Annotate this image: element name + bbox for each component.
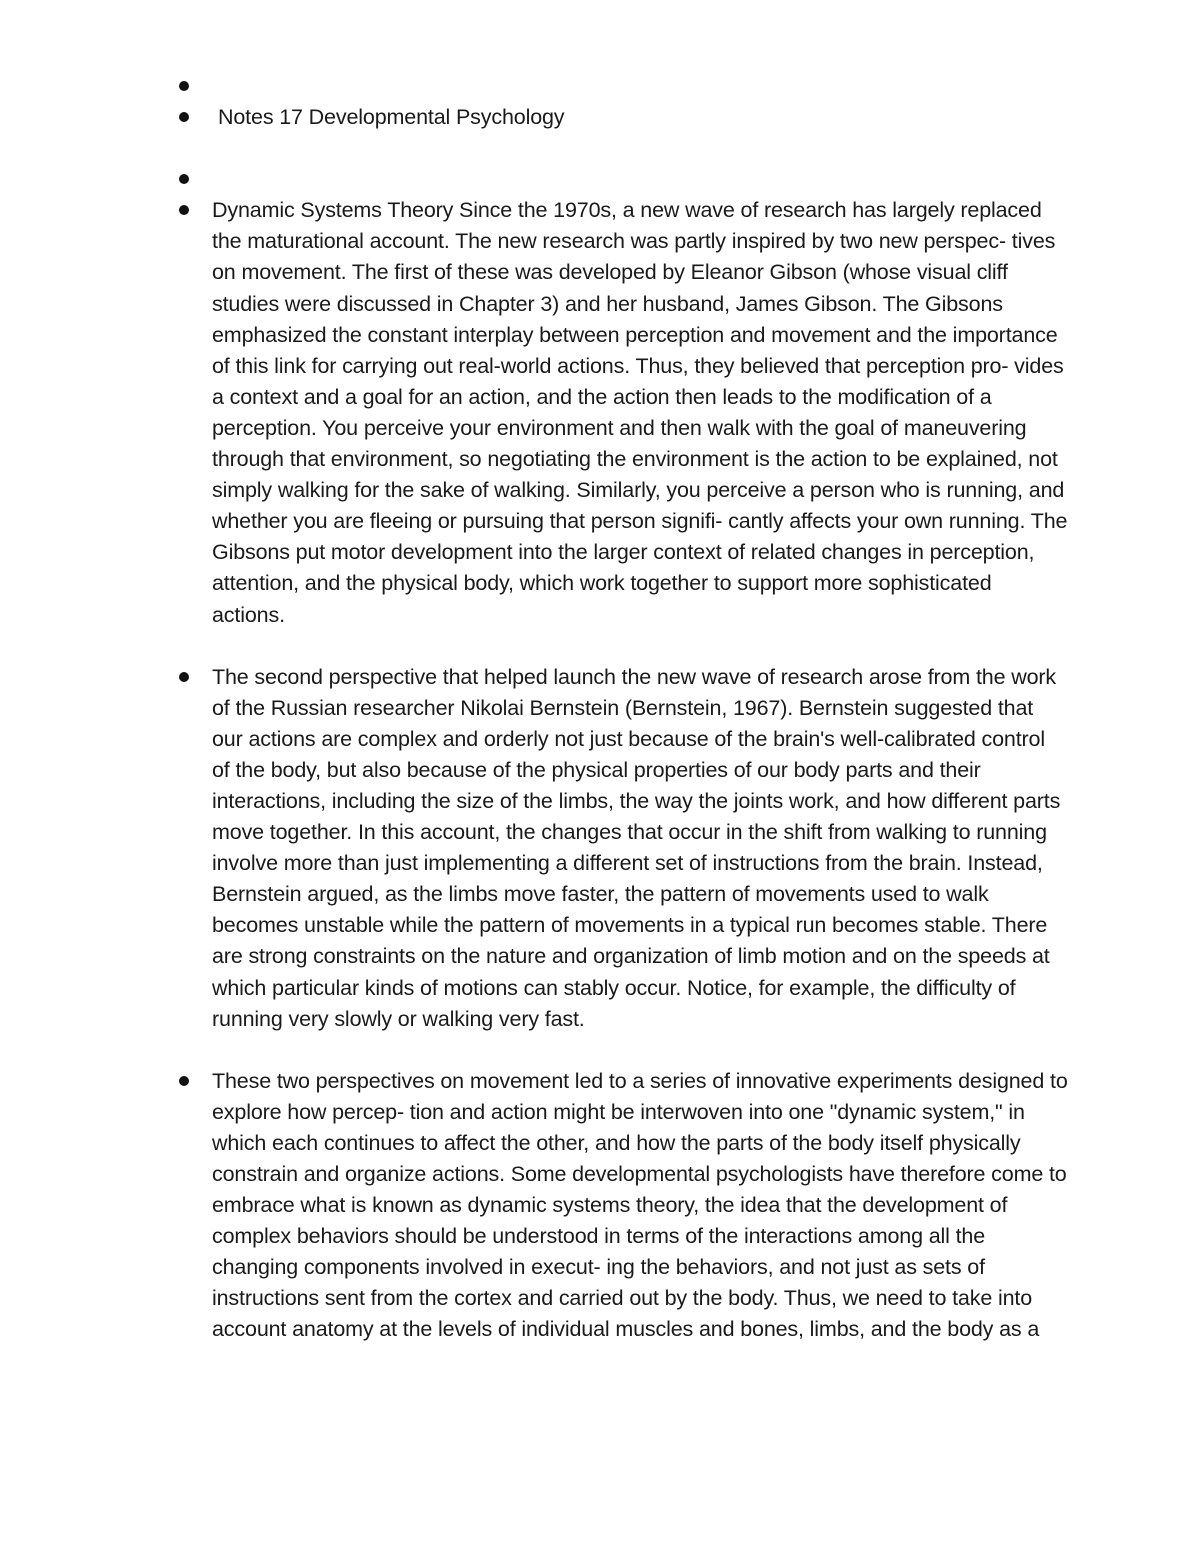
paragraph-item <box>178 1066 1068 1346</box>
bullet-icon <box>179 1076 189 1086</box>
bullet-icon <box>179 174 189 184</box>
notes-list <box>178 71 1068 1346</box>
paragraph-text: The second perspective that helped launch the new wave of research arose from the work of the Russian researcher Nikolai Bernstein (Bernstein, 1967). Bernstein suggested that our actions are complex and orderly not just because of the brain's well-calibrated control of the body, but also because of the physical properties of our body parts and their interactions, including the size of the limbs, the way the joints work, and how different parts move together. In this account, the changes that occur in the shift from walking to running involve more than just implementing a different set of instructions from the brain. Instead, Bernstein argued, as the limbs move faster, the pattern of movements used to walk becomes unstable while the pattern of movements in a typical run becomes stable. There are strong constraints on the nature and organization of limb motion and on the speeds at which particular kinds of motions can stably occur. Notice, for example, the difficulty of running very slowly or walking very fast. <box>212 664 1061 1031</box>
title-text: Notes 17 Developmental Psychology <box>218 105 565 130</box>
page-title <box>178 102 1068 133</box>
list-item <box>178 71 1068 102</box>
paragraph-item <box>178 662 1068 1035</box>
bullet-icon <box>179 672 189 682</box>
list-item <box>178 164 1068 195</box>
paragraph-text: These two perspectives on movement led to a series of innovative experiments designed to explore how percep- tion and action might be interwoven into one "dynamic system," in which each continues to affect the other, and how the parts of the body itself physically constrain and organize actions. Some developmental psychologists have therefore come to embrace what is known as dynamic systems theory, the idea that the development of complex behaviors should be understood in terms of the interactions among all the changing components involved in execut- ing the behaviors, and not just as sets of instructions sent from the cortex and carried out by the body. Thus, we need to take into account anatomy at the levels of individual muscles and bones, limbs, and the body as a <box>212 1068 1068 1342</box>
paragraph-item <box>178 195 1068 630</box>
bullet-icon <box>179 81 189 91</box>
bullet-icon <box>179 112 189 122</box>
paragraph-text: Dynamic Systems Theory Since the 1970s, a new wave of research has largely replaced the maturational account. The new research was partly inspired by two new perspec- tives on movement. The first of these was developed by Eleanor Gibson (whose visual cliff studies were discussed in Chapter 3) and her husband, James Gibson. The Gibsons emphasized the constant interplay between perception and movement and the importance of this link for carrying out real-world actions. Thus, they believed that perception pro- vides a context and a goal for an action, and the action then leads to the modification of a perception. You perceive your environment and then walk with the goal of maneuvering through that environment, so negotiating the environment is the action to be explained, not simply walking for the sake of walking. Similarly, you perceive a person who is running, and whether you are fleeing or pursuing that person signifi- cantly affects your own running. The Gibsons put motor development into the larger context of related changes in perception, attention, and the physical body, which work together to support more sophisticated actions. <box>212 198 1068 627</box>
bullet-icon <box>179 205 189 215</box>
